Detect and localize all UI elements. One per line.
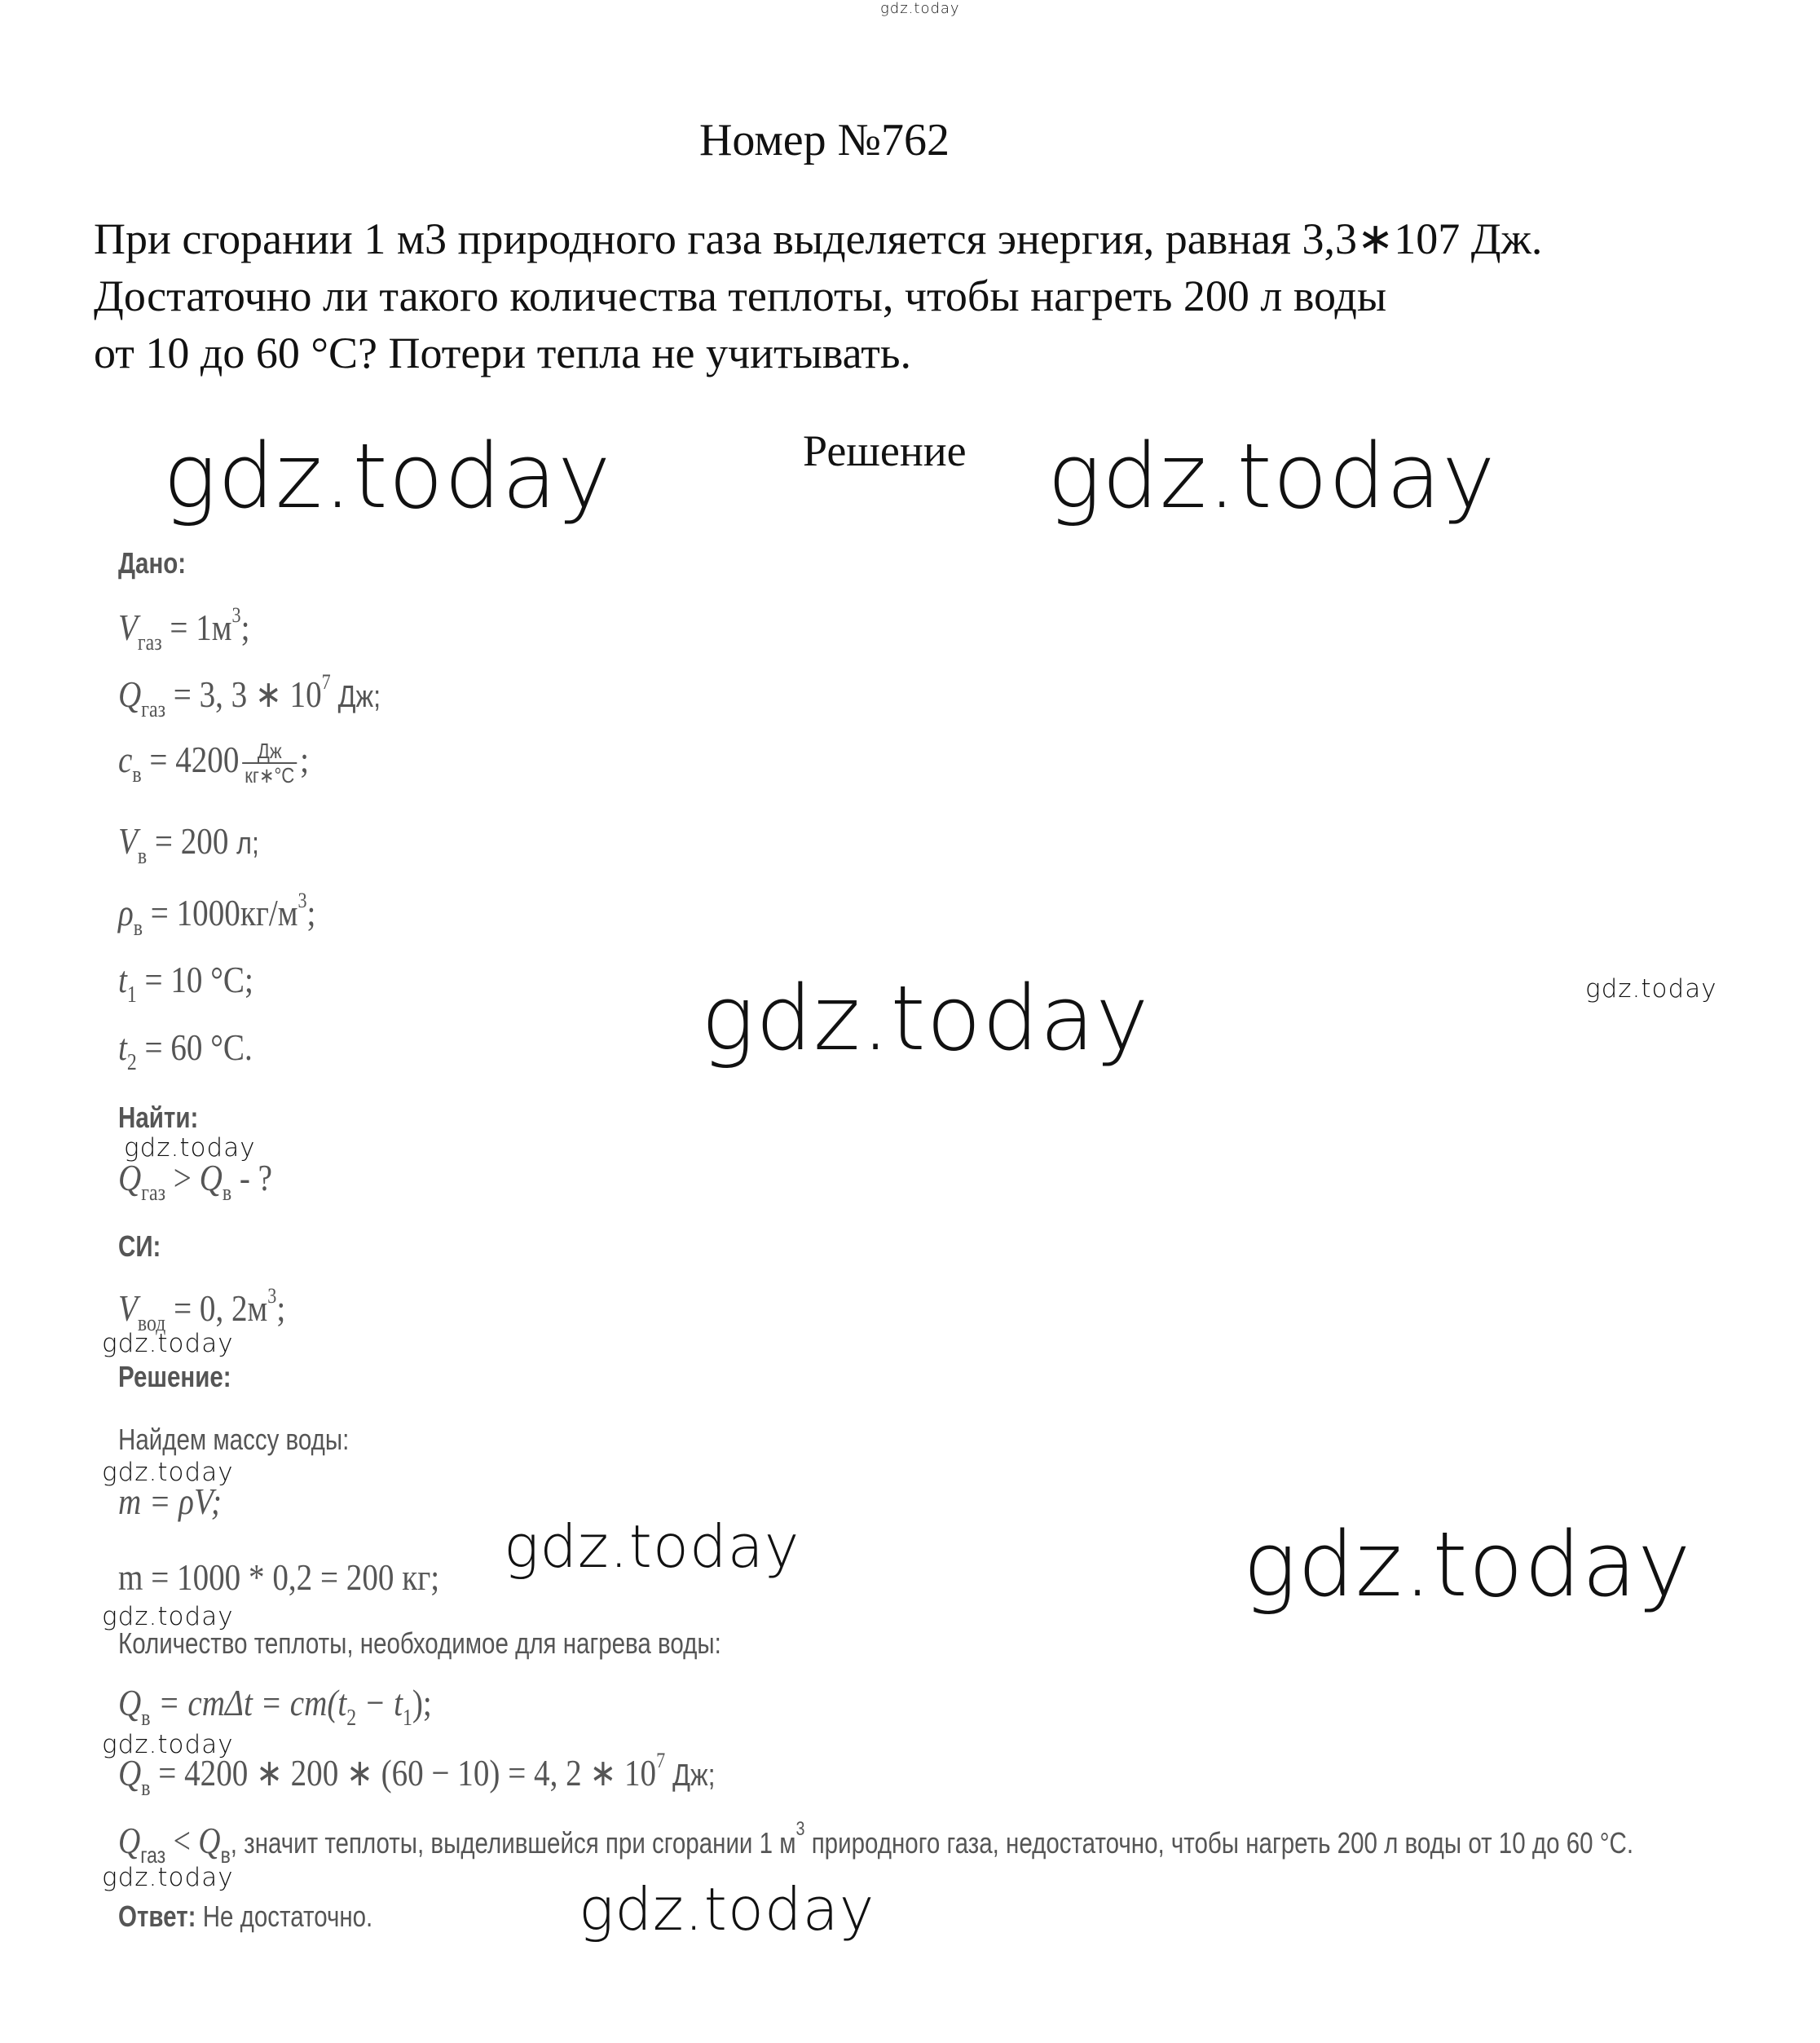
watermark-small: gdz.today (102, 1329, 234, 1358)
problem-statement (94, 210, 1773, 382)
solution-heading: Решение (803, 426, 967, 475)
watermark-large: gdz.today (163, 424, 612, 528)
heat-formula: $Q_в = cm\Delta t = cm(t_2 - t_1)$; (118, 1682, 432, 1731)
problem-line-2: Достаточно ли такого количества теплоты, чтобы нагреть 200 л воды (94, 271, 1387, 320)
watermark-small: gdz.today (124, 1133, 256, 1163)
solution-subheading: Решение: (118, 1360, 231, 1393)
watermark-small: gdz.today (102, 1730, 234, 1759)
mass-calc: m = 1000 * 0,2 = 200 кг; (118, 1556, 440, 1598)
given-t1: $t_1 = 10$ °С; (118, 959, 253, 1008)
page-title: Номер №762 (698, 115, 950, 165)
watermark-large: gdz.today (701, 966, 1150, 1070)
answer (118, 1900, 372, 1934)
given-heading: Дано: (118, 546, 187, 580)
watermark-small: gdz.today (102, 1458, 234, 1487)
given-rho-water: $\rho_в = 1000кг/м^3$; (118, 889, 316, 941)
mass-formula: m = ρV; (118, 1480, 222, 1522)
problem-line-3: от 10 до 60 °С? Потери тепла не учитывать. (94, 329, 911, 377)
answer-label: Ответ: (118, 1900, 196, 1933)
find-expression: $Q_{газ} > Q_в$ - ? (118, 1157, 273, 1206)
watermark-large: gdz.today (1047, 424, 1496, 528)
given-v-water: $V_в = 200$ л; (118, 820, 260, 869)
heat-text: Количество теплоты, необходимое для нагрева воды: (118, 1626, 721, 1660)
mass-text: Найдем массу воды: (118, 1423, 350, 1456)
comparison-conclusion: $Q_{газ} < Q_в$, значит теплоты, выделившейся при сгорании 1 $м^3$ природного газа, недостаточно, чтобы нагреть 200 л воды от 10 до 60 °С. (118, 1818, 1634, 1868)
watermark-large: gdz.today (1243, 1512, 1692, 1617)
heat-calc: $Q_в = 4200$ ∗ 200 ∗ (60 − 10) = 4, 2 ∗ $10^7$ Дж; (118, 1749, 716, 1801)
given-q-gas: $Q_{газ} = 3$, 3 ∗ $10^7$ Дж; (118, 670, 381, 722)
given-v-gas: $V_{газ} = 1м^3$; (118, 603, 250, 655)
answer-text: Не достаточно. (196, 1900, 373, 1933)
watermark-medium: gdz.today (579, 1875, 875, 1944)
watermark-small: gdz.today (102, 1863, 234, 1892)
top-watermark: gdz.today (880, 0, 960, 17)
watermark-small: gdz.today (1585, 974, 1717, 1004)
watermark-small: gdz.today (102, 1602, 234, 1631)
si-heading: СИ: (118, 1229, 161, 1263)
si-v-water: $V_{вод} = 0$, $2м^3$; (118, 1284, 286, 1336)
watermark-medium: gdz.today (504, 1512, 800, 1581)
given-c-water: $c_в = 4200$ $\frac{Дж}{кг∗^\circ С}$ ; (118, 739, 309, 788)
given-t2: $t_2 = 60$ °С. (118, 1026, 253, 1075)
unit-fraction: $\frac{Дж}{кг∗^\circ С}$ (242, 739, 297, 787)
find-heading: Найти: (118, 1101, 199, 1134)
problem-line-1: При сгорании 1 м3 природного газа выделяется энергия, равная 3,3∗107 Дж. (94, 214, 1543, 263)
